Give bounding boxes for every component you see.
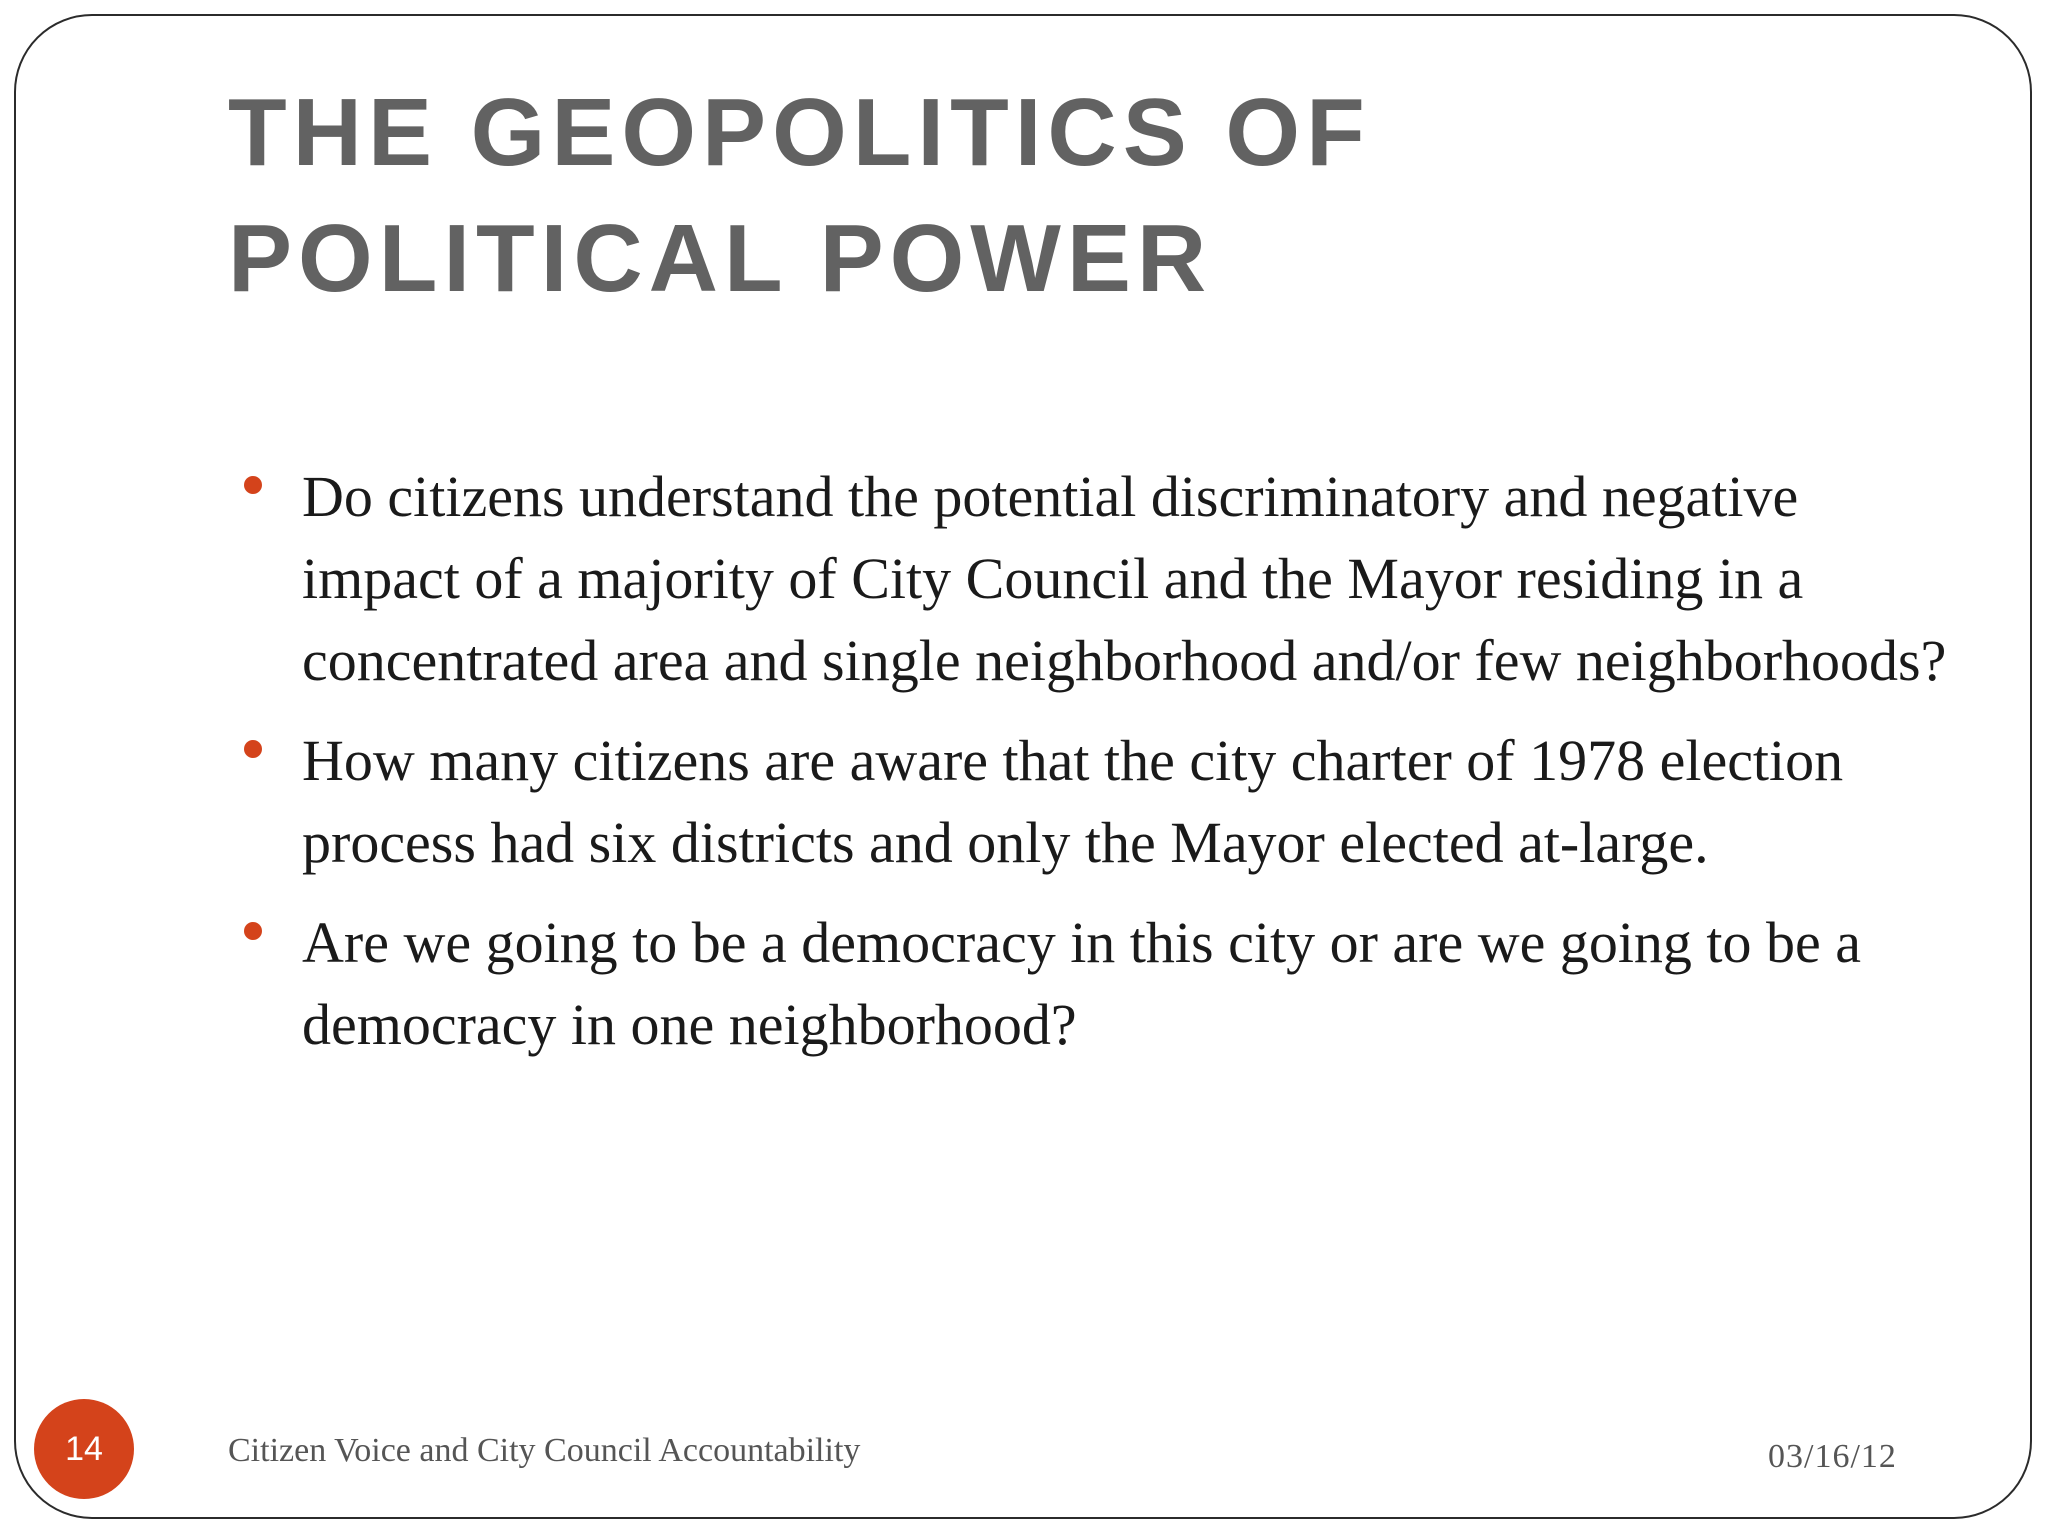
footer-caption: Citizen Voice and City Council Accountability — [228, 1432, 861, 1469]
bullet-item — [228, 902, 1948, 1066]
bullet-text: Do citizens understand the potential discriminatory and negative impact of a majority of City Council and the Mayor residing in a concentrated area and single neighborhood and/or few neighborhoods? — [302, 464, 1947, 693]
slide — [14, 14, 2032, 1519]
bullet-list — [228, 456, 1948, 1084]
bullet-dot-icon — [244, 922, 262, 940]
bullet-text: How many citizens are aware that the city charter of 1978 election process had six districts and only the Mayor elected at-large. — [302, 728, 1844, 875]
bullet-item — [228, 720, 1948, 884]
bullet-item — [228, 456, 1948, 702]
footer-date: 03/16/12 — [1768, 1438, 1897, 1475]
bullet-dot-icon — [244, 740, 262, 758]
slide-title: THE GEOPOLITICS OF POLITICAL POWER — [228, 79, 1371, 312]
bullet-text: Are we going to be a democracy in this city or are we going to be a democracy in one neighborhood? — [302, 910, 1862, 1057]
bullet-dot-icon — [244, 476, 262, 494]
page-number-badge: 14 — [34, 1399, 134, 1499]
